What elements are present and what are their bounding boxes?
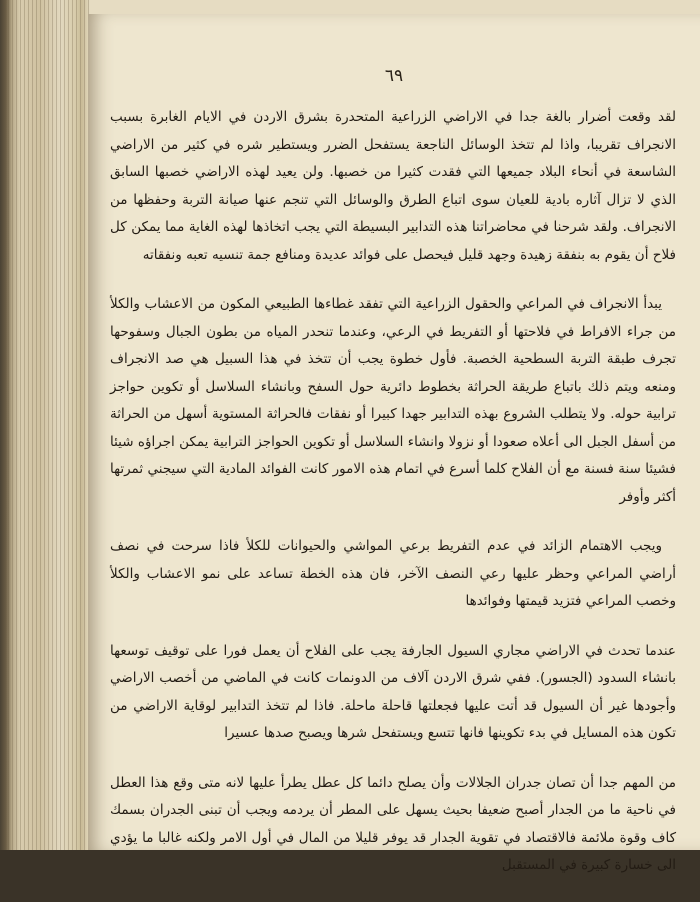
- page-number: ٦٩: [384, 66, 404, 86]
- paragraph-4: عندما تحدث في الاراضي مجاري السيول الجارفة يجب على الفلاح أن يعمل فورا على توقيف توسعها بانشاء السدود (الجسور). ففي شرق الاردن آلاف من الدونمات كانت في الماضي من أخصب الاراضي وأجودها غير أن السيول قد أتت عليها فجعلتها قاحلة ماحلة. فاذا لم تتخذ التدابير لوقاية الاراضي من تكون هذه المسايل في بدء تكوينها فانها تتسع ويستفحل شرها ويصبح صدها عسيرا: [110, 642, 676, 741]
- paragraph-1: لقد وقعت أضرار بالغة جدا في الاراضي الزراعية المتحدرة بشرق الاردن في الايام الغابرة بسبب الانجراف تقريبا، واذا لم تتخذ الوسائل الناجعة يستفحل الضرر ويستطير شره في كثير من الاراضي الشاسعة في أنحاء البلاد جميعها التي فقدت كثيرا من خصبها. ولن يعيد لهذه الاراضي خصبها السابق الذي لا تزال آثاره بادية للعيان سوى اتباع الطرق والوسائل التي تنجم عنها صيانة التربة وحفظها من الانجراف. ولقد شرحنا في محاضراتنا هذه التدابير البسيطة التي يجب اتخاذها لهذه الغاية مما يمكن كل فلاح أن يقوم به بنفقة زهيدة وجهد قليل فيحصل على فوائد عديدة ومنافع جمة تنسيه تعبه ونفقاته: [110, 109, 676, 263]
- page-edges: [8, 0, 90, 850]
- paragraph-2: يبدأ الانجراف في المراعي والحقول الزراعية التي تفقد غطاءها الطبيعي المكون من الاعشاب والكلأ من جراء الافراط في فلاحتها أو التفريط في الرعي، وعندما تنحدر المياه من بطون الجبال وسفوحها تجرف طبقة التربة السطحية الخصبة. فأول خطوة يجب أن تتخذ في هذا السبيل هي صد الانجراف ومنعه ويتم ذلك باتباع طريقة الحراثة بخطوط دائرية حول السفح وبانشاء السلاسل أو تكوين حواجز ترابية حوله. ولا يتطلب الشروع بهذه التدابير جهدا كبيرا أو نفقات فالحراثة المستوية أسهل من الحراثة من أسفل الجبل الى أعلاه صعودا أو نزولا وانشاء السلاسل أو تكوين الحواجز الترابية يمكن اجراؤه شيئا فشيئا سنة فسنة مع أن الفلاح كلما أسرع في اتمام هذه الامور كانت الفوائد المادية التي سيجني ثمرتها أكثر وأوفر: [110, 296, 676, 505]
- page-text: [110, 104, 676, 902]
- paragraph-5: من المهم جدا أن تصان جدران الجلالات وأن يصلح دائما كل عطل يطرأ عليها لانه متى وقع هذا العطل في ناحية ما من الجدار أصبح ضعيفا بحيث يسهل على المطر أن يردمه ويجب أن تبنى الجدران بسمك كاف وقوة ملائمة فالاقتصاد في تقوية الجدار قد يوفر قليلا من المال في أول الامر ولكنه غالبا ما يؤدي الى خسارة كبيرة في المستقبل: [110, 774, 676, 873]
- book-page: [88, 14, 700, 873]
- paragraph-3: ويجب الاهتمام الزائد في عدم التفريط برعي المواشي والحيوانات للكلأ فاذا سرحت في نصف أراضي المراعي وحظر عليها رعي النصف الآخر، فان هذه الخطة تساعد على نمو الاعشاب والكلأ وخصب المراعي فتزيد قيمتها وفوائدها: [110, 538, 676, 609]
